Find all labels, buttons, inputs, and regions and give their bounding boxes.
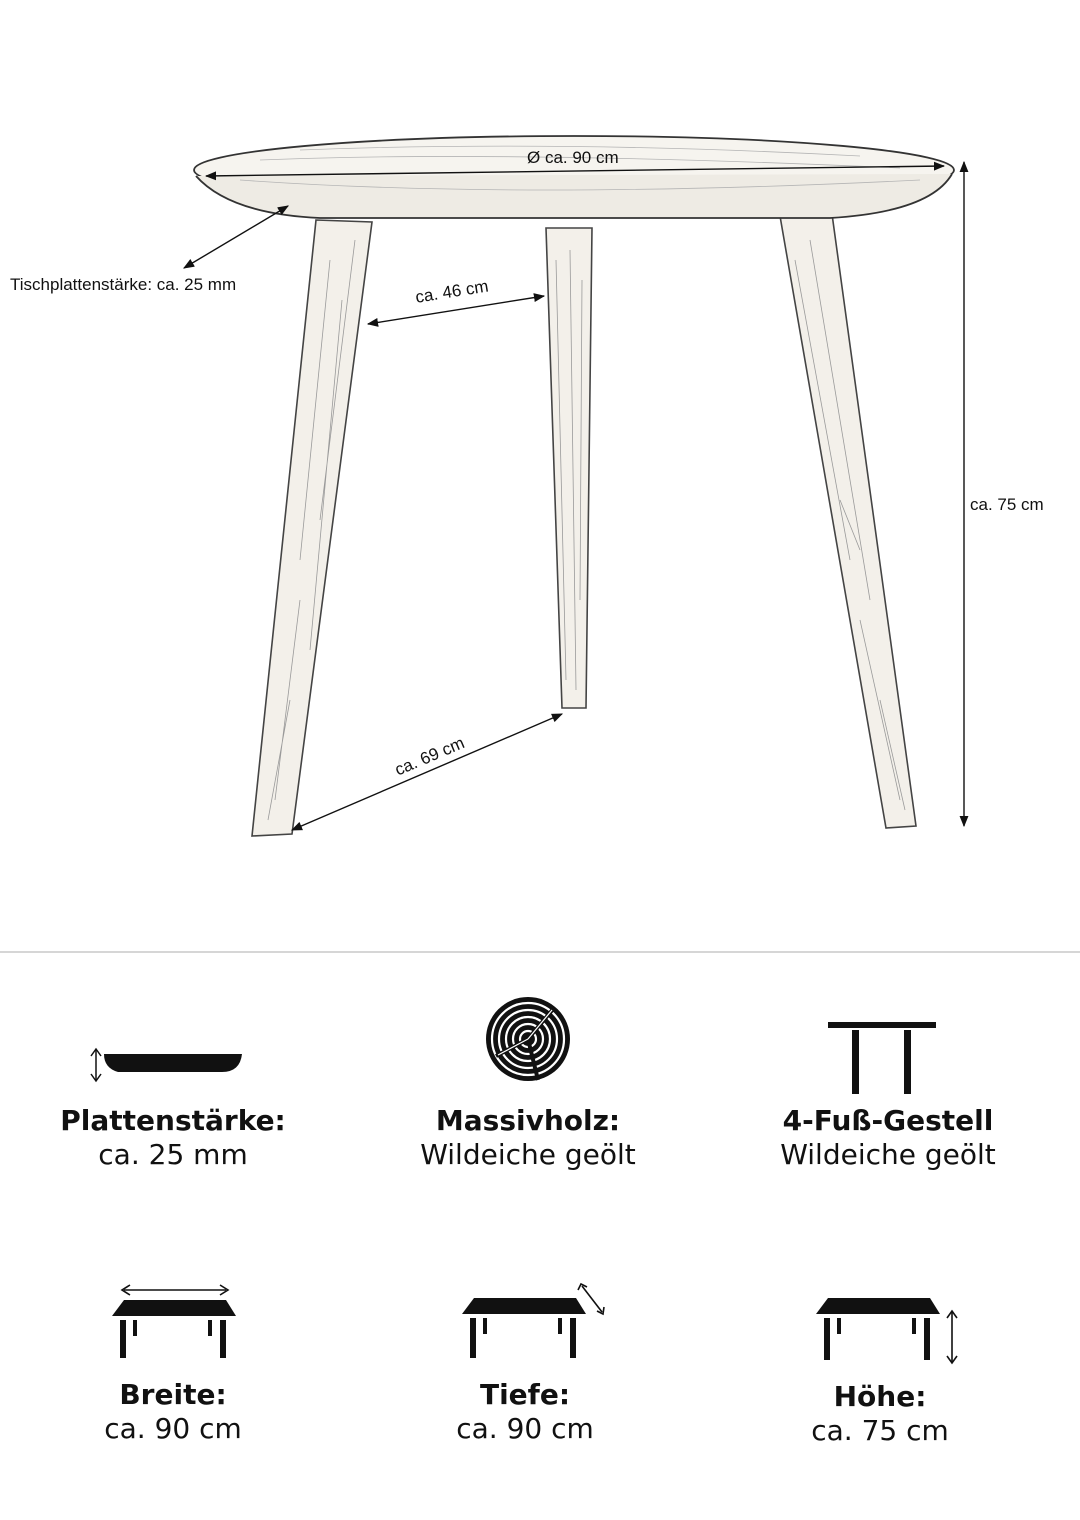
feature-frame-value: Wildeiche geölt bbox=[780, 1138, 996, 1171]
table-leg-middle bbox=[546, 228, 592, 708]
feature-thickness-title: Plattenstärke: bbox=[60, 1104, 286, 1137]
tabletop-thickness-icon bbox=[88, 1046, 248, 1091]
feature-width-value: ca. 90 cm bbox=[104, 1412, 242, 1445]
feature-frame bbox=[708, 1104, 1068, 1172]
feature-depth-title: Tiefe: bbox=[479, 1378, 571, 1411]
feature-depth-value: ca. 90 cm bbox=[456, 1412, 594, 1445]
table-height-icon bbox=[814, 1292, 964, 1371]
feature-thickness-value: ca. 25 mm bbox=[98, 1138, 248, 1171]
four-leg-frame-icon bbox=[828, 1020, 938, 1101]
feature-frame-title: 4-Fuß-Gestell bbox=[782, 1104, 994, 1137]
feature-height-value: ca. 75 cm bbox=[811, 1414, 949, 1447]
feature-thickness bbox=[0, 1104, 353, 1172]
diameter-label: Ø ca. 90 cm bbox=[527, 148, 619, 167]
feature-depth bbox=[345, 1378, 705, 1446]
leg-spacing-label: ca. 46 cm bbox=[414, 276, 490, 307]
feature-material-title: Massivholz: bbox=[435, 1104, 621, 1137]
table-leg-left bbox=[252, 220, 372, 836]
wood-rings-icon bbox=[484, 994, 574, 1089]
feature-material bbox=[348, 1104, 708, 1172]
thickness-label: Tischplattenstärke: ca. 25 mm bbox=[10, 275, 237, 294]
section-divider bbox=[0, 951, 1080, 953]
thickness-dimension-line bbox=[184, 206, 288, 268]
feature-width bbox=[0, 1378, 353, 1446]
table-leg-right bbox=[780, 214, 916, 828]
leg-span-dimension-line bbox=[292, 714, 562, 830]
feature-width-title: Breite: bbox=[119, 1378, 227, 1411]
feature-height-title: Höhe: bbox=[833, 1380, 927, 1413]
feature-material-value: Wildeiche geölt bbox=[420, 1138, 636, 1171]
table-depth-icon bbox=[460, 1282, 610, 1367]
height-label: ca. 75 cm bbox=[970, 495, 1044, 514]
leg-span-label: ca. 69 cm bbox=[392, 733, 468, 780]
table-width-icon bbox=[108, 1282, 238, 1367]
feature-height bbox=[700, 1380, 1060, 1448]
